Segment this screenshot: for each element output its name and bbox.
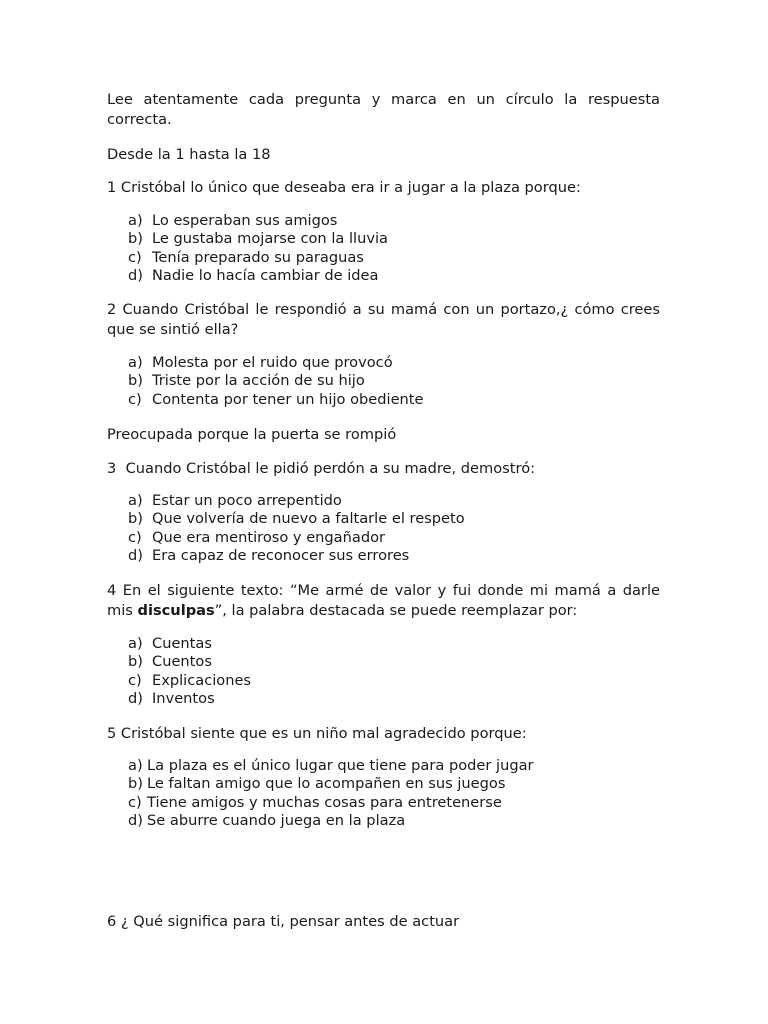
option-letter: c): [128, 528, 142, 546]
question-5-options: [128, 757, 534, 830]
option-2c[interactable]: [128, 391, 424, 409]
option-letter: d): [128, 689, 143, 707]
question-2-extra-option: Preocupada porque la puerta se rompió: [107, 426, 397, 443]
option-text: Cuentos: [152, 653, 212, 671]
option-text: Se aburre cuando juega en la plaza: [147, 811, 406, 829]
option-letter: a): [128, 212, 143, 229]
option-letter: d): [128, 546, 143, 564]
option-1a[interactable]: [128, 212, 388, 230]
option-text: Nadie lo hacía cambiar de idea: [152, 266, 379, 284]
option-text: Molesta por el ruido que provocó: [152, 354, 393, 371]
option-letter: b): [128, 372, 143, 390]
question-2-options: [128, 354, 424, 409]
option-5d[interactable]: [128, 812, 534, 830]
option-text: Lo esperaban sus amigos: [152, 212, 338, 229]
option-text: Estar un poco arrepentido: [152, 492, 342, 509]
option-text: Contenta por tener un hijo obediente: [152, 390, 424, 408]
option-5b[interactable]: [128, 775, 534, 793]
question-4-options: [128, 635, 251, 708]
option-3c[interactable]: [128, 529, 465, 547]
option-letter: d): [128, 811, 143, 829]
option-text: Tiene amigos y muchas cosas para entretenerse: [147, 793, 502, 811]
option-1b[interactable]: [128, 230, 388, 248]
option-text: Que era mentiroso y engañador: [152, 528, 386, 546]
option-1c[interactable]: [128, 249, 388, 267]
option-3a[interactable]: [128, 492, 465, 510]
option-2b[interactable]: [128, 372, 424, 390]
option-text: Cuentas: [152, 635, 212, 652]
option-4d[interactable]: [128, 690, 251, 708]
option-letter: a): [128, 757, 143, 774]
option-text: Inventos: [152, 689, 215, 707]
option-letter: b): [128, 653, 143, 671]
option-letter: a): [128, 354, 143, 371]
option-2a[interactable]: [128, 354, 424, 372]
option-letter: c): [128, 793, 142, 811]
question-3-options: [128, 492, 465, 565]
option-text: Era capaz de reconocer sus errores: [152, 546, 410, 564]
option-letter: c): [128, 248, 142, 266]
option-text: Tenía preparado su paraguas: [152, 248, 364, 266]
question-1-text: 1 Cristóbal lo único que deseaba era ir a jugar a la plaza porque:: [107, 179, 581, 196]
option-3b[interactable]: [128, 510, 465, 528]
option-letter: d): [128, 266, 143, 284]
question-2-text: 2 Cuando Cristóbal le respondió a su mamá con un portazo,¿ cómo crees que se sintió ella?: [107, 301, 660, 338]
option-letter: c): [128, 390, 142, 408]
option-3d[interactable]: [128, 547, 465, 565]
option-letter: b): [128, 510, 143, 528]
option-1d[interactable]: [128, 267, 388, 285]
option-text: La plaza es el único lugar que tiene para poder jugar: [147, 757, 534, 774]
question-6-text: 6 ¿ Qué significa para ti, pensar antes de actuar: [107, 913, 460, 930]
option-letter: b): [128, 775, 143, 793]
option-5c[interactable]: [128, 794, 534, 812]
option-4c[interactable]: [128, 672, 251, 690]
option-letter: a): [128, 492, 143, 509]
option-4b[interactable]: [128, 653, 251, 671]
option-5a[interactable]: [128, 757, 534, 775]
option-text: Que volvería de nuevo a faltarle el respeto: [152, 510, 465, 528]
question-5-text: 5 Cristóbal siente que es un niño mal agradecido porque:: [107, 725, 527, 742]
question-1-options: [128, 212, 388, 285]
option-text: Explicaciones: [152, 671, 252, 689]
question-range: Desde la 1 hasta la 18: [107, 146, 271, 163]
question-4-highlighted-word: disculpas: [137, 602, 215, 619]
option-text: Triste por la acción de su hijo: [152, 372, 365, 390]
question-4-text-before: 4 En el siguiente texto: “Me armé de valor y fui donde mi mamá a darle mis: [107, 582, 660, 619]
option-letter: b): [128, 230, 143, 248]
option-text: Le gustaba mojarse con la lluvia: [152, 230, 388, 248]
question-3-text: 3 Cuando Cristóbal le pidió perdón a su madre, demostró:: [107, 460, 536, 477]
option-4a[interactable]: [128, 635, 251, 653]
question-4-text-after: ”, la palabra destacada se puede reemplazar por:: [214, 602, 578, 619]
instructions: Lee atentamente cada pregunta y marca en un círculo la respuesta correcta.: [107, 91, 660, 128]
question-4-text: [107, 581, 660, 621]
option-letter: c): [128, 671, 142, 689]
option-letter: a): [128, 635, 143, 652]
option-text: Le faltan amigo que lo acompañen en sus juegos: [147, 775, 506, 793]
